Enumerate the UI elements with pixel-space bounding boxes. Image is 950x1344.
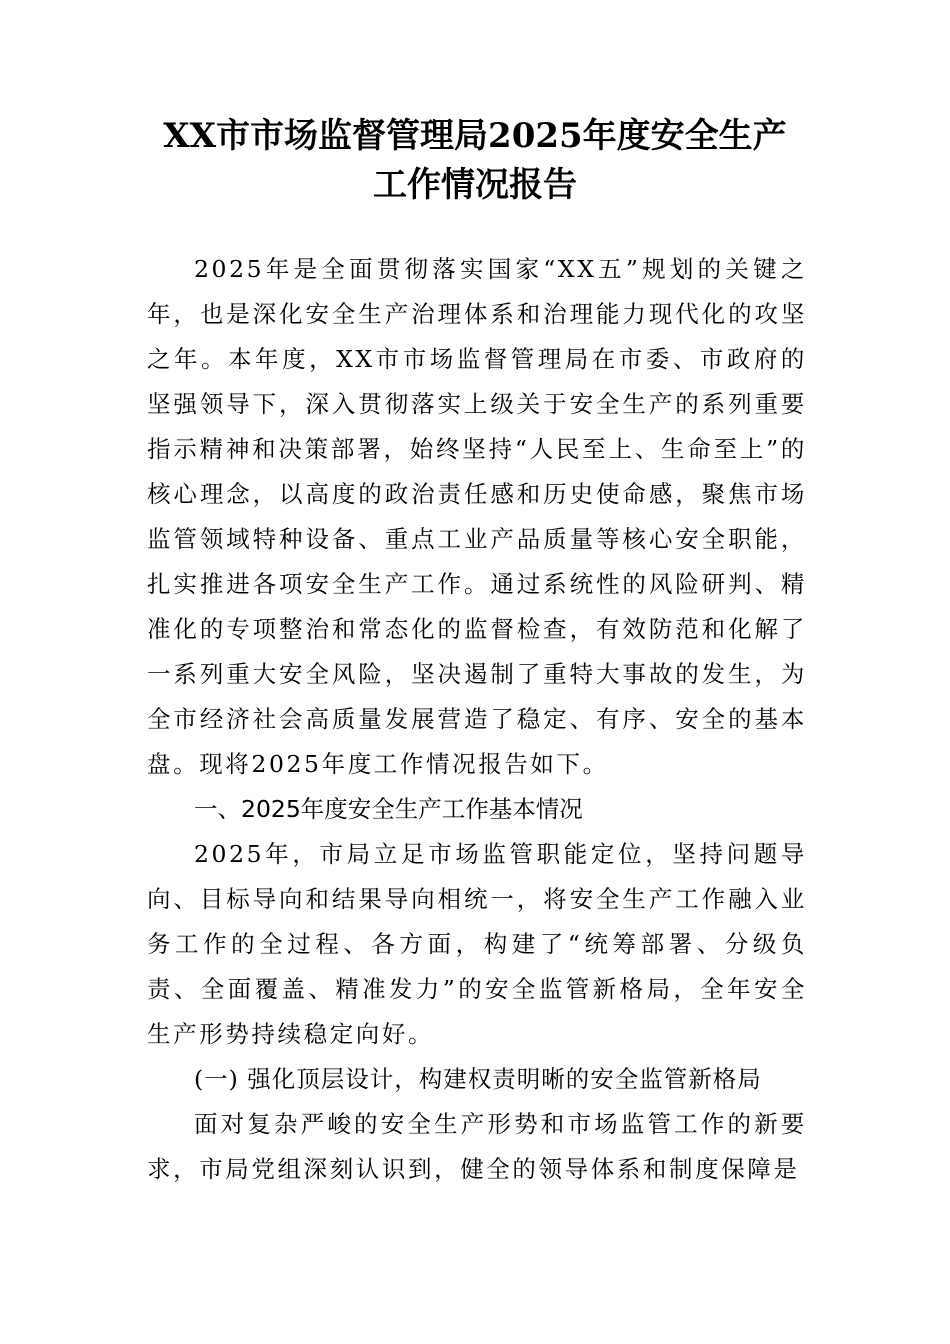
title-line-2: 工作情况报告 (373, 165, 577, 205)
intro-paragraph: 2025年是全面贯彻落实国家“XX五”规划的关键之年，也是深化安全生产治理体系和治理能力现代化的攻坚之年。本年度，XX市市场监督管理局在市委、市政府的坚强领导下，深入贯彻落实上级关于安全生产的系列重要指示精神和决策部署，始终坚持“人民至上、生命至上”的核心理念，以高度的政治责任感和历史使命感，聚焦市场监管领域特种设备、重点工业产品质量等核心安全职能，扎实推进各项安全生产工作。通过系统性的风险研判、精准化的专项整治和常态化的监督检查，有效防范和化解了一系列重大安全风险，坚决遏制了重特大事故的发生，为全市经济社会高质量发展营造了稳定、有序、安全的基本盘。现将2025年度工作情况报告如下。 (147, 255, 807, 778)
subsection-1-paragraph: 面对复杂严峻的安全生产形势和市场监管工作的新要求，市局党组深刻认识到，健全的领导体系和制度保障是 (147, 1110, 807, 1183)
document-title (120, 112, 830, 210)
title-line-1: XX市市场监督管理局2025年度安全生产 (163, 116, 787, 156)
section-heading-1: 一、2025年度安全生产工作基本情况 (194, 795, 583, 823)
subsection-heading-1: (一) 强化顶层设计，构建权责明晰的安全监管新格局 (194, 1065, 762, 1093)
section-1-paragraph: 2025年，市局立足市场监管职能定位，坚持问题导向、目标导向和结果导向相统一，将安全生产工作融入业务工作的全过程、各方面，构建了“统筹部署、分级负责、全面覆盖、精准发力”的安全监管新格局，全年安全生产形势持续稳定向好。 (147, 840, 807, 1048)
document-body (147, 247, 807, 1192)
